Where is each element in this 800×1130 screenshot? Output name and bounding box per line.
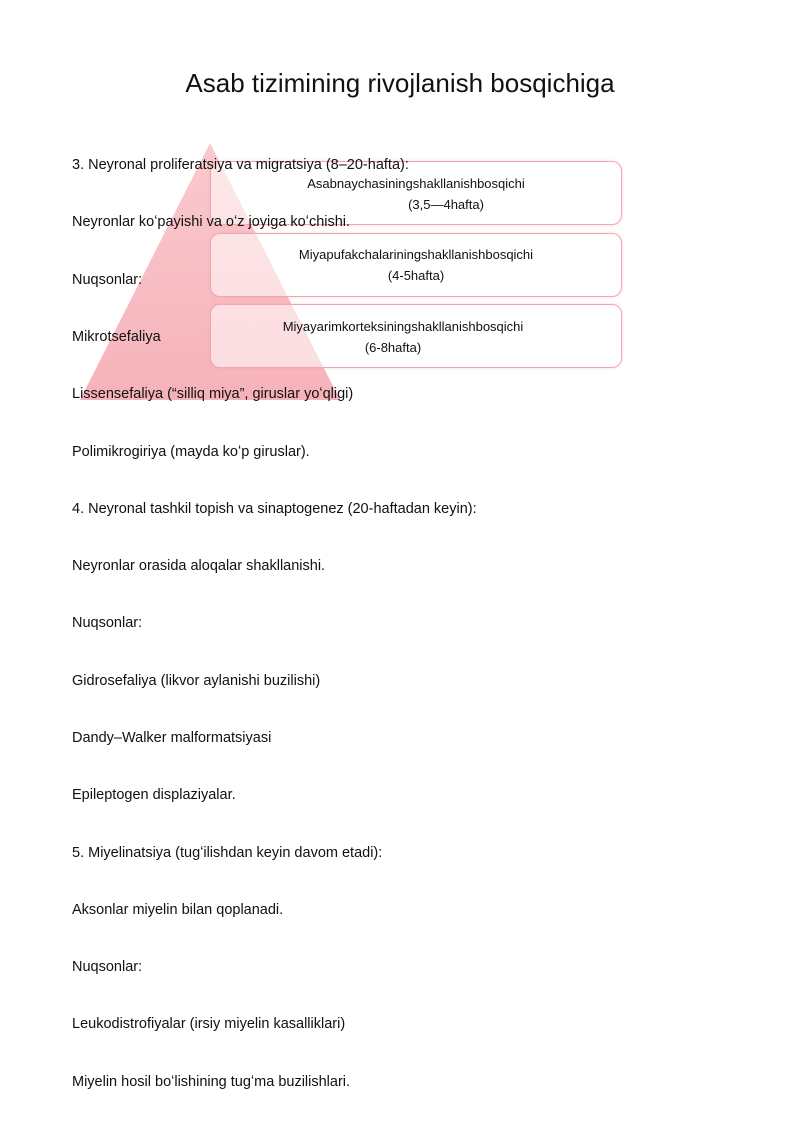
text-line: Epileptogen displaziyalar. bbox=[72, 787, 236, 804]
stage-name: Miyapufakchalariningshakllanishbosqichi bbox=[298, 247, 534, 262]
stage-name: Miyayarimkorteksiningshakllanishbosqichi bbox=[282, 319, 524, 334]
text-line: Nuqsonlar: bbox=[72, 271, 143, 288]
text-line: 4. Neyronal tashkil topish va sinaptogenez (20-haftadan keyin): bbox=[72, 500, 477, 517]
stage-period: (4-5hafta) bbox=[387, 268, 445, 283]
text-line: Dandy–Walker malformatsiyasi bbox=[72, 730, 272, 746]
text-line: Miyelin hosil boʻlishining tugʻma buzilishlari. bbox=[72, 1073, 351, 1090]
text-line: Polimikrogiriya (mayda koʻp giruslar). bbox=[72, 443, 310, 460]
text-line: Leukodistrofiyalar (irsiy miyelin kasalliklari) bbox=[72, 1016, 346, 1033]
text-line: Nuqsonlar: bbox=[72, 959, 143, 976]
stage-name: Asabnaychasiningshakllanishbosqichi bbox=[307, 176, 525, 191]
text-line: Aksonlar miyelin bilan qoplanadi. bbox=[72, 901, 284, 918]
text-line: Lissensefaliya (“silliq miya”, giruslar yoʻqligi) bbox=[72, 386, 354, 403]
text-line: 3. Neyronal proliferatsiya va migratsiya (8–20-hafta): bbox=[72, 157, 409, 174]
stage-period: (3,5—4hafta) bbox=[408, 197, 484, 212]
body-text bbox=[72, 118, 477, 1130]
stage-period: (6-8hafta) bbox=[364, 340, 422, 355]
page-title: Asab tizimining rivojlanish bosqichiga bbox=[185, 68, 615, 98]
text-line: Mikrotsefaliya bbox=[72, 329, 161, 346]
text-line: Neyronlar koʻpayishi va oʻz joyiga koʻchishi. bbox=[72, 214, 351, 231]
text-line: Nuqsonlar: bbox=[72, 615, 143, 632]
text-line: 5. Miyelinatsiya (tugʻilishdan keyin davom etadi): bbox=[72, 844, 383, 861]
text-line: Gidrosefaliya (likvor aylanishi buzilishi) bbox=[72, 672, 321, 689]
text-line: Neyronlar orasida aloqalar shakllanishi. bbox=[72, 558, 326, 575]
